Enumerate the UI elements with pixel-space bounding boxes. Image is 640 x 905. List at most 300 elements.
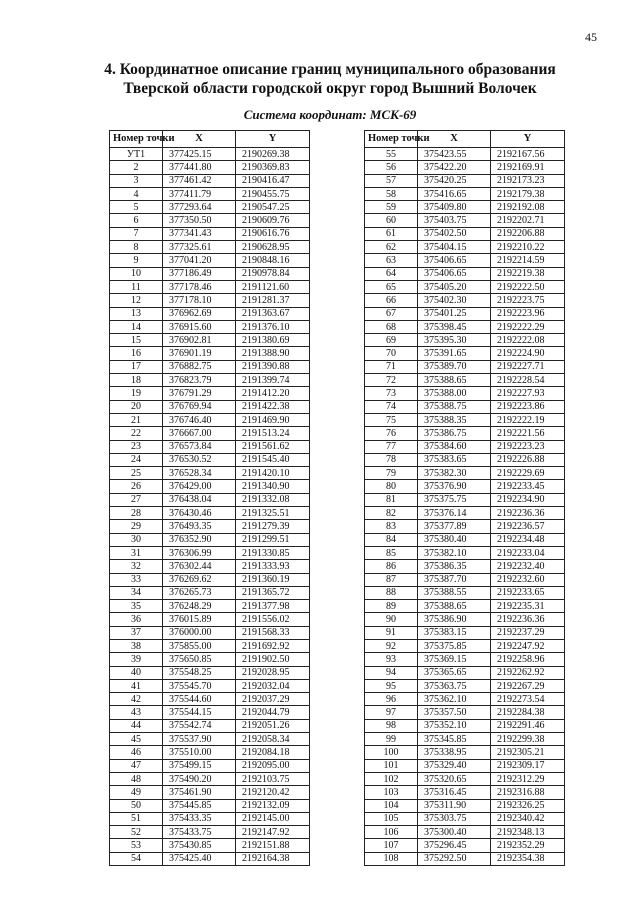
x-cell: 377186.49 bbox=[163, 267, 236, 280]
table-row bbox=[110, 546, 310, 559]
table-row bbox=[365, 280, 565, 293]
y-cell: 2192229.69 bbox=[491, 467, 565, 480]
x-cell: 375383.15 bbox=[418, 626, 491, 639]
point-number-cell: 35 bbox=[110, 600, 163, 613]
table-row bbox=[365, 201, 565, 214]
x-cell: 376915.60 bbox=[163, 320, 236, 333]
y-cell: 2191299.51 bbox=[236, 533, 310, 546]
table-row bbox=[365, 639, 565, 652]
table-row bbox=[110, 387, 310, 400]
table-row bbox=[110, 626, 310, 639]
y-cell: 2191325.51 bbox=[236, 507, 310, 520]
point-number-cell: 27 bbox=[110, 493, 163, 506]
table-row bbox=[110, 334, 310, 347]
table-row bbox=[110, 733, 310, 746]
x-cell: 376902.81 bbox=[163, 334, 236, 347]
y-cell: 2191412.20 bbox=[236, 387, 310, 400]
point-number-cell: 57 bbox=[365, 174, 418, 187]
table-row bbox=[110, 520, 310, 533]
point-number-cell: 49 bbox=[110, 786, 163, 799]
point-number-cell: 3 bbox=[110, 174, 163, 187]
table-row bbox=[110, 839, 310, 852]
y-cell: 2190416.47 bbox=[236, 174, 310, 187]
table-row bbox=[110, 427, 310, 440]
y-cell: 2190369.83 bbox=[236, 161, 310, 174]
y-cell: 2191333.93 bbox=[236, 560, 310, 573]
x-cell: 375404.15 bbox=[418, 241, 491, 254]
table-row bbox=[365, 653, 565, 666]
point-number-cell: 93 bbox=[365, 653, 418, 666]
y-cell: 2192192.08 bbox=[491, 201, 565, 214]
y-cell: 2192051.26 bbox=[236, 719, 310, 732]
point-number-cell: 105 bbox=[365, 812, 418, 825]
table-row bbox=[110, 413, 310, 426]
x-cell: 375357.50 bbox=[418, 706, 491, 719]
point-number-cell: 87 bbox=[365, 573, 418, 586]
x-cell: 377441.80 bbox=[163, 161, 236, 174]
y-cell: 2192237.29 bbox=[491, 626, 565, 639]
table-row bbox=[110, 560, 310, 573]
y-cell: 2192234.48 bbox=[491, 533, 565, 546]
table-row bbox=[365, 214, 565, 227]
y-cell: 2191360.19 bbox=[236, 573, 310, 586]
y-cell: 2192227.71 bbox=[491, 360, 565, 373]
y-cell: 2191380.69 bbox=[236, 334, 310, 347]
y-cell: 2192223.75 bbox=[491, 294, 565, 307]
y-cell: 2190848.16 bbox=[236, 254, 310, 267]
x-cell: 376306.99 bbox=[163, 546, 236, 559]
point-number-cell: 15 bbox=[110, 334, 163, 347]
table-row bbox=[110, 440, 310, 453]
y-cell: 2192145.00 bbox=[236, 812, 310, 825]
table-row bbox=[110, 639, 310, 652]
y-cell: 2191420.10 bbox=[236, 467, 310, 480]
y-cell: 2192326.25 bbox=[491, 799, 565, 812]
x-cell: 375402.50 bbox=[418, 227, 491, 240]
table-row bbox=[110, 533, 310, 546]
y-cell: 2192232.40 bbox=[491, 560, 565, 573]
y-cell: 2191561.62 bbox=[236, 440, 310, 453]
y-cell: 2192222.29 bbox=[491, 320, 565, 333]
y-cell: 2192236.57 bbox=[491, 520, 565, 533]
title-line-1: 4. Координатное описание границ муниципального образования bbox=[104, 61, 556, 78]
table-row bbox=[110, 400, 310, 413]
table-row bbox=[110, 227, 310, 240]
table-row bbox=[365, 560, 565, 573]
y-cell: 2192095.00 bbox=[236, 759, 310, 772]
table-header-row bbox=[110, 131, 310, 148]
x-cell: 375401.25 bbox=[418, 307, 491, 320]
point-number-cell: 8 bbox=[110, 241, 163, 254]
point-number-cell: 46 bbox=[110, 746, 163, 759]
x-cell: 375405.20 bbox=[418, 280, 491, 293]
document-title bbox=[70, 60, 590, 98]
table-row bbox=[110, 852, 310, 865]
x-cell: 375382.10 bbox=[418, 546, 491, 559]
table-row bbox=[365, 666, 565, 679]
point-number-cell: УТ1 bbox=[110, 148, 163, 161]
x-cell: 375395.30 bbox=[418, 334, 491, 347]
y-cell: 2191556.02 bbox=[236, 613, 310, 626]
point-number-cell: 107 bbox=[365, 839, 418, 852]
x-cell: 376493.35 bbox=[163, 520, 236, 533]
y-cell: 2191422.38 bbox=[236, 400, 310, 413]
point-number-cell: 43 bbox=[110, 706, 163, 719]
table-row bbox=[365, 839, 565, 852]
x-cell: 375377.89 bbox=[418, 520, 491, 533]
point-number-cell: 63 bbox=[365, 254, 418, 267]
y-cell: 2191692.92 bbox=[236, 639, 310, 652]
y-cell: 2190978.84 bbox=[236, 267, 310, 280]
table-row bbox=[365, 347, 565, 360]
y-cell: 2192236.36 bbox=[491, 507, 565, 520]
point-number-cell: 89 bbox=[365, 600, 418, 613]
y-cell: 2192247.92 bbox=[491, 639, 565, 652]
y-cell: 2192352.29 bbox=[491, 839, 565, 852]
x-cell: 377178.10 bbox=[163, 294, 236, 307]
x-cell: 375461.90 bbox=[163, 786, 236, 799]
point-number-cell: 6 bbox=[110, 214, 163, 227]
x-cell: 375292.50 bbox=[418, 852, 491, 865]
table-row bbox=[110, 666, 310, 679]
y-cell: 2192032.04 bbox=[236, 679, 310, 692]
x-cell: 375542.74 bbox=[163, 719, 236, 732]
point-number-cell: 62 bbox=[365, 241, 418, 254]
table-row bbox=[110, 826, 310, 839]
point-number-cell: 20 bbox=[110, 400, 163, 413]
point-number-cell: 28 bbox=[110, 507, 163, 520]
x-cell: 375363.75 bbox=[418, 679, 491, 692]
x-cell: 375406.65 bbox=[418, 267, 491, 280]
page-number: 45 bbox=[585, 30, 597, 44]
table-row bbox=[365, 307, 565, 320]
table-row bbox=[110, 786, 310, 799]
y-cell: 2191121.60 bbox=[236, 280, 310, 293]
x-cell: 375380.40 bbox=[418, 533, 491, 546]
point-number-cell: 100 bbox=[365, 746, 418, 759]
x-cell: 375382.30 bbox=[418, 467, 491, 480]
point-number-cell: 60 bbox=[365, 214, 418, 227]
x-cell: 377041.20 bbox=[163, 254, 236, 267]
table-row bbox=[365, 546, 565, 559]
table-row bbox=[110, 254, 310, 267]
y-cell: 2190609.76 bbox=[236, 214, 310, 227]
x-cell: 376901.19 bbox=[163, 347, 236, 360]
table-row bbox=[365, 626, 565, 639]
table-row bbox=[365, 440, 565, 453]
point-number-cell: 18 bbox=[110, 374, 163, 387]
table-row bbox=[110, 453, 310, 466]
x-cell: 375425.40 bbox=[163, 852, 236, 865]
x-cell: 375383.65 bbox=[418, 453, 491, 466]
point-number-cell: 29 bbox=[110, 520, 163, 533]
x-cell: 375430.85 bbox=[163, 839, 236, 852]
table-row bbox=[365, 746, 565, 759]
x-cell: 376429.00 bbox=[163, 480, 236, 493]
table-row bbox=[110, 706, 310, 719]
x-cell: 375420.25 bbox=[418, 174, 491, 187]
header-x: X bbox=[163, 131, 236, 148]
x-cell: 375376.90 bbox=[418, 480, 491, 493]
point-number-cell: 2 bbox=[110, 161, 163, 174]
y-cell: 2192224.90 bbox=[491, 347, 565, 360]
y-cell: 2192147.92 bbox=[236, 826, 310, 839]
point-number-cell: 39 bbox=[110, 653, 163, 666]
y-cell: 2191902.50 bbox=[236, 653, 310, 666]
x-cell: 377425.15 bbox=[163, 148, 236, 161]
y-cell: 2191513.24 bbox=[236, 427, 310, 440]
x-cell: 375650.85 bbox=[163, 653, 236, 666]
table-header-row bbox=[365, 131, 565, 148]
table-row bbox=[365, 507, 565, 520]
point-number-cell: 40 bbox=[110, 666, 163, 679]
table-row bbox=[110, 693, 310, 706]
x-cell: 375345.85 bbox=[418, 733, 491, 746]
y-cell: 2191545.40 bbox=[236, 453, 310, 466]
point-number-cell: 86 bbox=[365, 560, 418, 573]
y-cell: 2192151.88 bbox=[236, 839, 310, 852]
point-number-cell: 75 bbox=[365, 413, 418, 426]
x-cell: 376528.34 bbox=[163, 467, 236, 480]
coordinates-table-left bbox=[109, 130, 310, 866]
point-number-cell: 13 bbox=[110, 307, 163, 320]
point-number-cell: 42 bbox=[110, 693, 163, 706]
table-row bbox=[110, 374, 310, 387]
y-cell: 2192233.45 bbox=[491, 480, 565, 493]
point-number-cell: 52 bbox=[110, 826, 163, 839]
header-point-number: Номер точки bbox=[365, 131, 418, 148]
y-cell: 2192299.38 bbox=[491, 733, 565, 746]
table-row bbox=[110, 267, 310, 280]
table-body-left bbox=[110, 148, 310, 866]
table-row bbox=[365, 453, 565, 466]
coordinates-table-right bbox=[364, 130, 565, 866]
point-number-cell: 97 bbox=[365, 706, 418, 719]
point-number-cell: 69 bbox=[365, 334, 418, 347]
title-line-2: Тверской области городской округ город Вышний Волочек bbox=[123, 80, 537, 97]
x-cell: 375855.00 bbox=[163, 639, 236, 652]
point-number-cell: 12 bbox=[110, 294, 163, 307]
point-number-cell: 106 bbox=[365, 826, 418, 839]
x-cell: 375510.00 bbox=[163, 746, 236, 759]
x-cell: 376823.79 bbox=[163, 374, 236, 387]
table-row bbox=[365, 520, 565, 533]
point-number-cell: 4 bbox=[110, 187, 163, 200]
y-cell: 2191340.90 bbox=[236, 480, 310, 493]
x-cell: 377461.42 bbox=[163, 174, 236, 187]
point-number-cell: 81 bbox=[365, 493, 418, 506]
x-cell: 376265.73 bbox=[163, 586, 236, 599]
point-number-cell: 104 bbox=[365, 799, 418, 812]
table-row bbox=[365, 254, 565, 267]
y-cell: 2191330.85 bbox=[236, 546, 310, 559]
table-row bbox=[365, 826, 565, 839]
y-cell: 2191279.39 bbox=[236, 520, 310, 533]
point-number-cell: 45 bbox=[110, 733, 163, 746]
point-number-cell: 79 bbox=[365, 467, 418, 480]
x-cell: 375386.90 bbox=[418, 613, 491, 626]
x-cell: 376302.44 bbox=[163, 560, 236, 573]
point-number-cell: 50 bbox=[110, 799, 163, 812]
table-row bbox=[110, 613, 310, 626]
table-body-right bbox=[365, 148, 565, 866]
point-number-cell: 91 bbox=[365, 626, 418, 639]
y-cell: 2192227.93 bbox=[491, 387, 565, 400]
point-number-cell: 21 bbox=[110, 413, 163, 426]
point-number-cell: 74 bbox=[365, 400, 418, 413]
x-cell: 376248.29 bbox=[163, 600, 236, 613]
table-row bbox=[365, 533, 565, 546]
point-number-cell: 80 bbox=[365, 480, 418, 493]
y-cell: 2192233.65 bbox=[491, 586, 565, 599]
x-cell: 375422.20 bbox=[418, 161, 491, 174]
point-number-cell: 10 bbox=[110, 267, 163, 280]
y-cell: 2191332.08 bbox=[236, 493, 310, 506]
table-row bbox=[110, 586, 310, 599]
point-number-cell: 30 bbox=[110, 533, 163, 546]
table-row bbox=[365, 360, 565, 373]
point-number-cell: 108 bbox=[365, 852, 418, 865]
table-row bbox=[110, 161, 310, 174]
y-cell: 2192132.09 bbox=[236, 799, 310, 812]
header-y: Y bbox=[491, 131, 565, 148]
x-cell: 375423.55 bbox=[418, 148, 491, 161]
y-cell: 2192284.38 bbox=[491, 706, 565, 719]
y-cell: 2192236.36 bbox=[491, 613, 565, 626]
table-row bbox=[365, 227, 565, 240]
table-row bbox=[110, 772, 310, 785]
table-row bbox=[365, 600, 565, 613]
x-cell: 375544.15 bbox=[163, 706, 236, 719]
y-cell: 2192120.42 bbox=[236, 786, 310, 799]
point-number-cell: 96 bbox=[365, 693, 418, 706]
point-number-cell: 24 bbox=[110, 453, 163, 466]
point-number-cell: 95 bbox=[365, 679, 418, 692]
x-cell: 376667.00 bbox=[163, 427, 236, 440]
y-cell: 2192312.29 bbox=[491, 772, 565, 785]
y-cell: 2190455.75 bbox=[236, 187, 310, 200]
header-point-number: Номер точки bbox=[110, 131, 163, 148]
table-row bbox=[110, 653, 310, 666]
table-row bbox=[110, 507, 310, 520]
x-cell: 376530.52 bbox=[163, 453, 236, 466]
y-cell: 2192221.56 bbox=[491, 427, 565, 440]
x-cell: 375388.35 bbox=[418, 413, 491, 426]
table-row bbox=[365, 772, 565, 785]
point-number-cell: 82 bbox=[365, 507, 418, 520]
table-row bbox=[365, 467, 565, 480]
table-row bbox=[110, 241, 310, 254]
x-cell: 375398.45 bbox=[418, 320, 491, 333]
x-cell: 375369.15 bbox=[418, 653, 491, 666]
y-cell: 2192222.08 bbox=[491, 334, 565, 347]
point-number-cell: 9 bbox=[110, 254, 163, 267]
point-number-cell: 54 bbox=[110, 852, 163, 865]
y-cell: 2192222.19 bbox=[491, 413, 565, 426]
x-cell: 376269.62 bbox=[163, 573, 236, 586]
y-cell: 2192219.38 bbox=[491, 267, 565, 280]
y-cell: 2192258.96 bbox=[491, 653, 565, 666]
y-cell: 2192210.22 bbox=[491, 241, 565, 254]
table-row bbox=[110, 746, 310, 759]
y-cell: 2191568.33 bbox=[236, 626, 310, 639]
table-row bbox=[365, 786, 565, 799]
x-cell: 375388.55 bbox=[418, 586, 491, 599]
y-cell: 2192214.59 bbox=[491, 254, 565, 267]
y-cell: 2192316.88 bbox=[491, 786, 565, 799]
x-cell: 376791.29 bbox=[163, 387, 236, 400]
table-row bbox=[365, 493, 565, 506]
y-cell: 2192309.17 bbox=[491, 759, 565, 772]
y-cell: 2192233.04 bbox=[491, 546, 565, 559]
y-cell: 2192167.56 bbox=[491, 148, 565, 161]
point-number-cell: 99 bbox=[365, 733, 418, 746]
table-row bbox=[365, 241, 565, 254]
x-cell: 377411.79 bbox=[163, 187, 236, 200]
table-row bbox=[365, 852, 565, 865]
table-row bbox=[365, 759, 565, 772]
coordinate-system-caption: Система координат: МСК-69 bbox=[243, 107, 417, 122]
x-cell: 375391.65 bbox=[418, 347, 491, 360]
y-cell: 2192228.54 bbox=[491, 374, 565, 387]
point-number-cell: 41 bbox=[110, 679, 163, 692]
x-cell: 375329.40 bbox=[418, 759, 491, 772]
point-number-cell: 38 bbox=[110, 639, 163, 652]
x-cell: 375490.20 bbox=[163, 772, 236, 785]
x-cell: 375362.10 bbox=[418, 693, 491, 706]
table-row bbox=[365, 706, 565, 719]
table-row bbox=[365, 679, 565, 692]
point-number-cell: 11 bbox=[110, 280, 163, 293]
table-row bbox=[365, 719, 565, 732]
table-row bbox=[110, 480, 310, 493]
y-cell: 2191365.72 bbox=[236, 586, 310, 599]
y-cell: 2192305.21 bbox=[491, 746, 565, 759]
x-cell: 375545.70 bbox=[163, 679, 236, 692]
x-cell: 375375.75 bbox=[418, 493, 491, 506]
x-cell: 376962.69 bbox=[163, 307, 236, 320]
y-cell: 2192267.29 bbox=[491, 679, 565, 692]
table-row bbox=[110, 493, 310, 506]
point-number-cell: 44 bbox=[110, 719, 163, 732]
table-row bbox=[365, 799, 565, 812]
point-number-cell: 23 bbox=[110, 440, 163, 453]
point-number-cell: 101 bbox=[365, 759, 418, 772]
point-number-cell: 88 bbox=[365, 586, 418, 599]
table-row bbox=[365, 374, 565, 387]
x-cell: 375376.14 bbox=[418, 507, 491, 520]
table-row bbox=[110, 467, 310, 480]
table-row bbox=[365, 812, 565, 825]
point-number-cell: 53 bbox=[110, 839, 163, 852]
table-row bbox=[110, 148, 310, 161]
table-row bbox=[110, 280, 310, 293]
table-row bbox=[365, 161, 565, 174]
header-y: Y bbox=[236, 131, 310, 148]
y-cell: 2192273.54 bbox=[491, 693, 565, 706]
point-number-cell: 78 bbox=[365, 453, 418, 466]
x-cell: 377178.46 bbox=[163, 280, 236, 293]
point-number-cell: 83 bbox=[365, 520, 418, 533]
y-cell: 2192262.92 bbox=[491, 666, 565, 679]
x-cell: 375384.60 bbox=[418, 440, 491, 453]
x-cell: 375403.75 bbox=[418, 214, 491, 227]
point-number-cell: 47 bbox=[110, 759, 163, 772]
point-number-cell: 58 bbox=[365, 187, 418, 200]
x-cell: 375303.75 bbox=[418, 812, 491, 825]
table-row bbox=[110, 294, 310, 307]
table-row bbox=[110, 347, 310, 360]
